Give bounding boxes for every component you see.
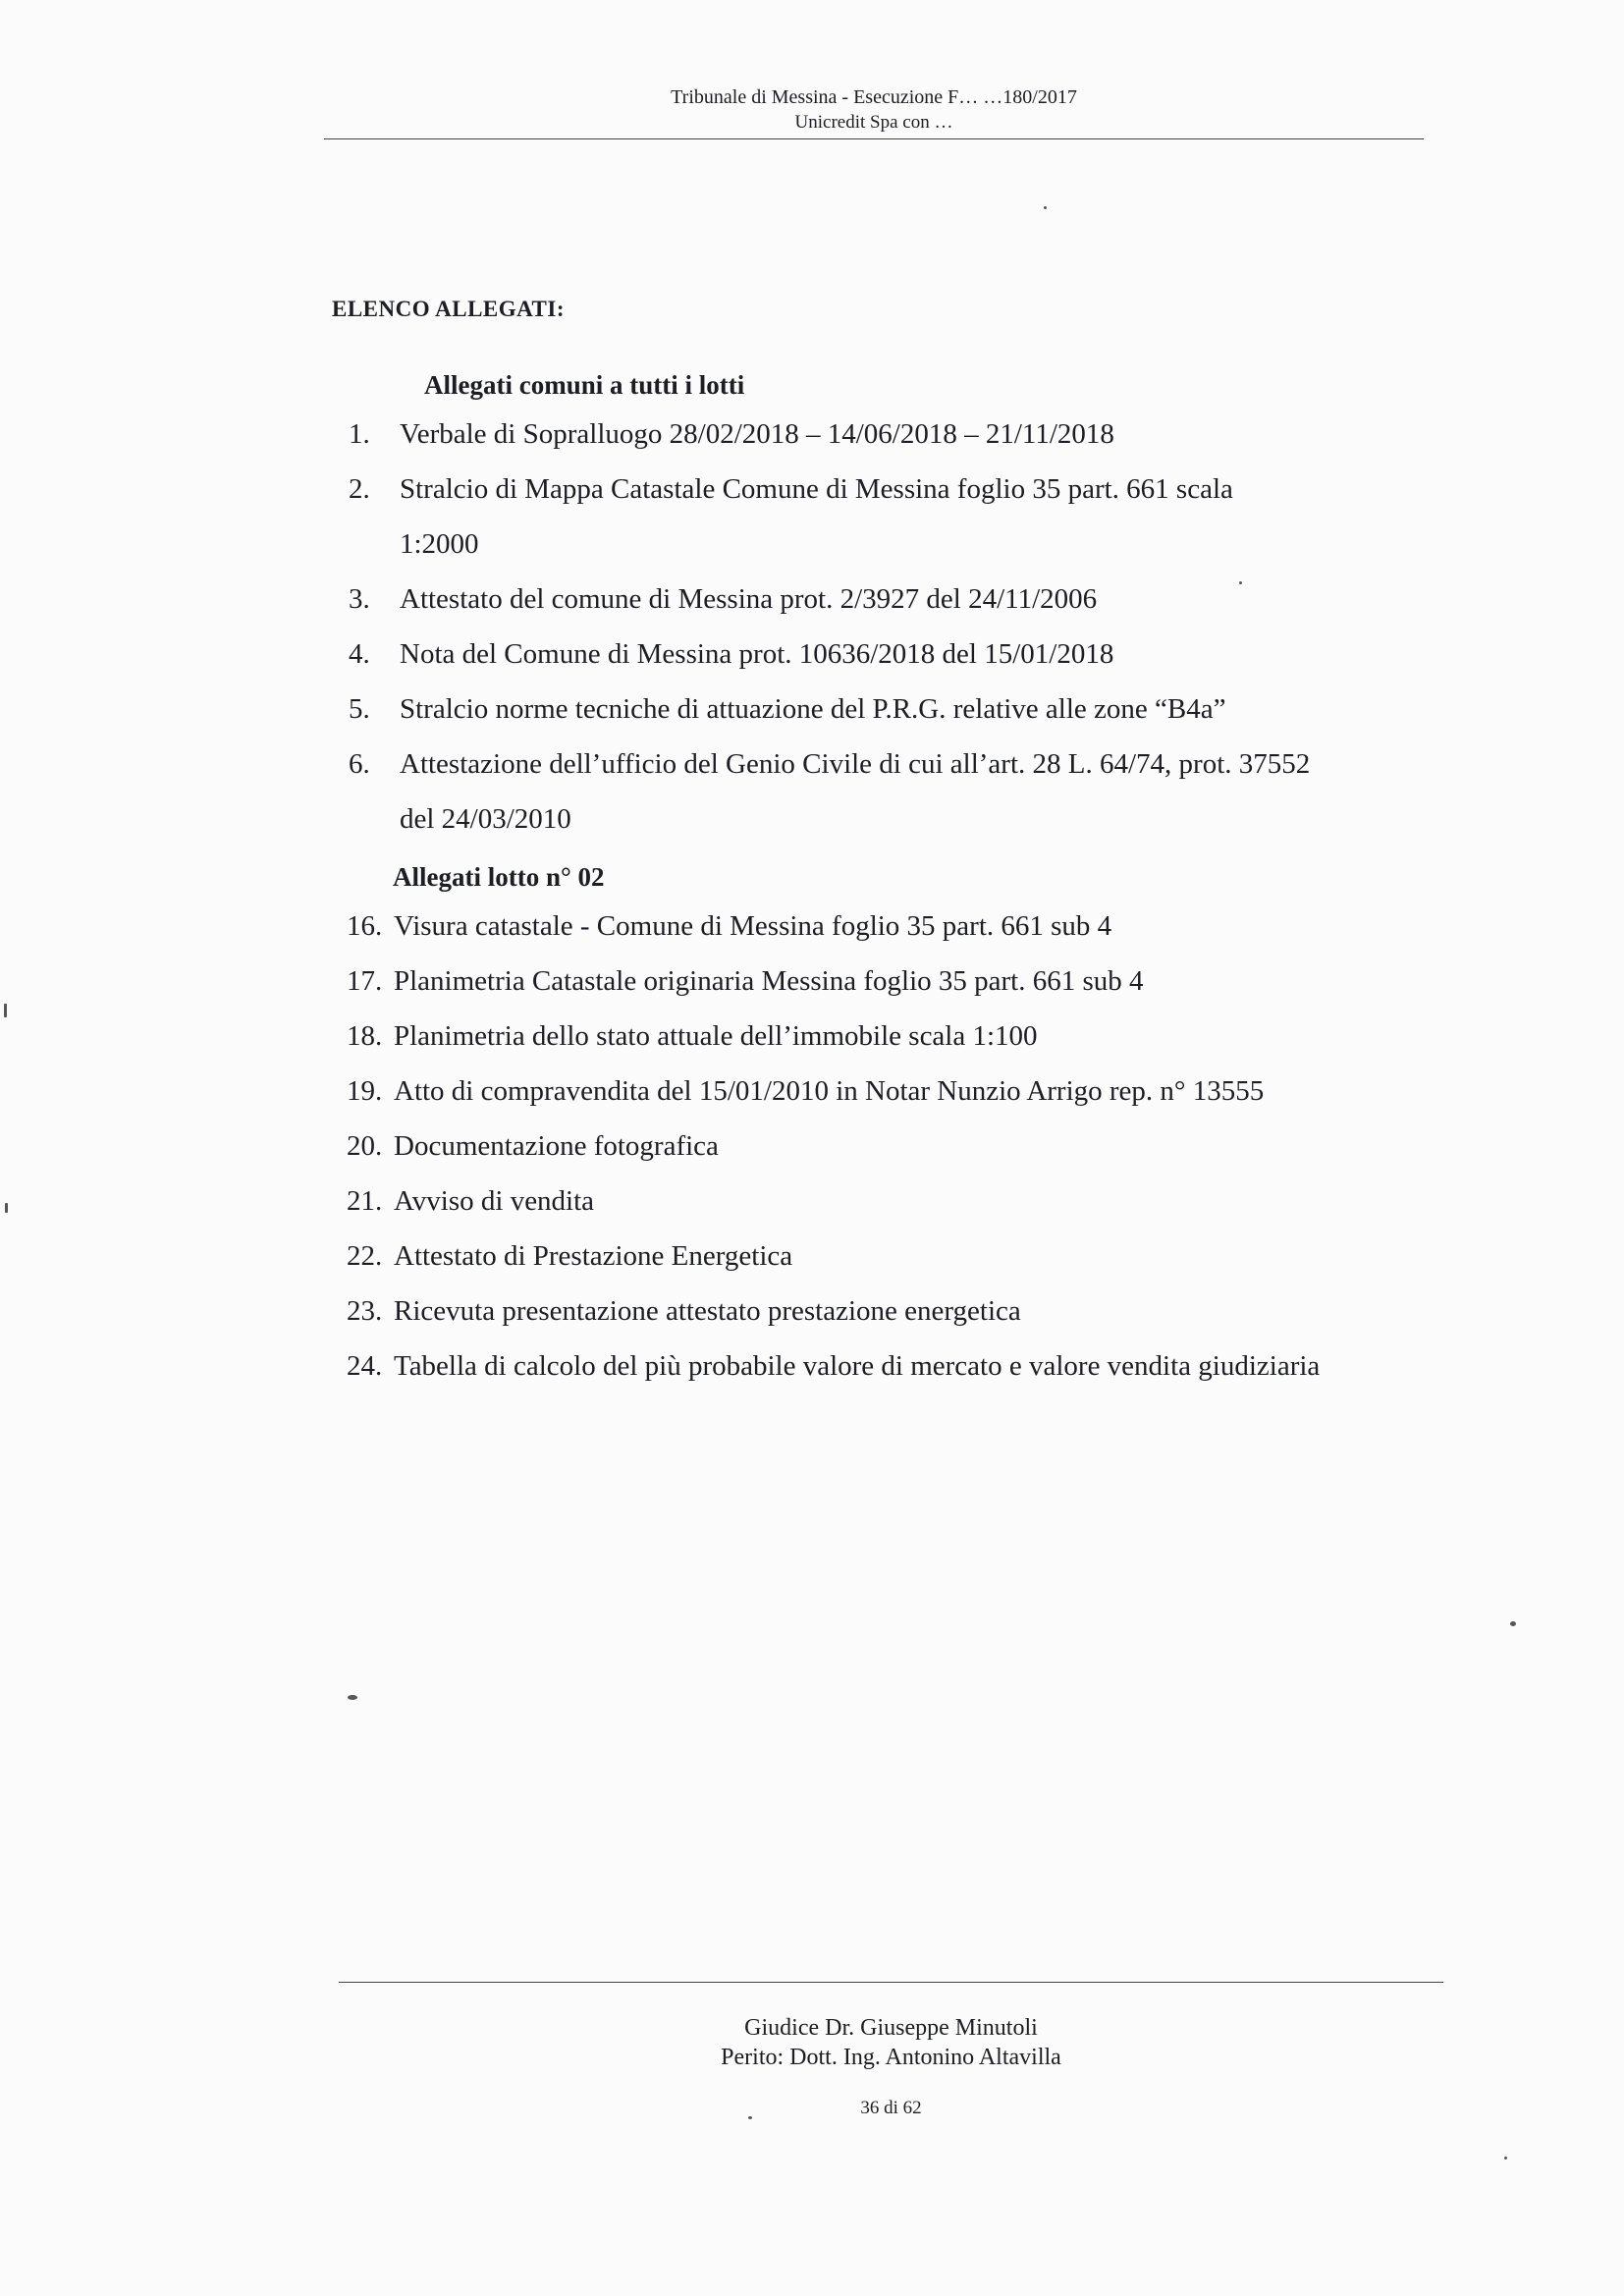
group-title-common: Allegati comuni a tutti i lotti [424, 370, 745, 400]
header-divider [324, 138, 1424, 139]
section-title: ELENCO ALLEGATI: [332, 297, 565, 321]
scan-speck [1510, 1621, 1516, 1626]
item-number: 4. [349, 638, 370, 670]
page-footer [339, 2013, 1443, 2072]
item-text: Planimetria Catastale originaria Messina foglio 35 part. 661 sub 4 [394, 965, 1144, 997]
scan-speck [1044, 206, 1047, 209]
footer-divider [339, 1982, 1443, 1983]
item-number: 23. [347, 1295, 383, 1327]
item-text: Ricevuta presentazione attestato prestazione energetica [394, 1295, 1021, 1327]
item-number: 6. [349, 748, 370, 780]
scan-speck [5, 1203, 8, 1213]
scan-speck [1239, 581, 1242, 584]
item-text: Documentazione fotografica [394, 1130, 719, 1162]
item-text: Attestato di Prestazione Energetica [394, 1240, 793, 1272]
header-court-line: Tribunale di Messina - Esecuzione F… …180/2017 [671, 86, 1077, 108]
item-text: Planimetria dello stato attuale dell’immobile scala 1:100 [394, 1020, 1038, 1052]
item-number: 2. [349, 473, 370, 505]
item-text-continuation: del 24/03/2010 [400, 803, 571, 835]
item-number: 20. [347, 1130, 383, 1162]
item-text: Nota del Comune di Messina prot. 10636/2018 del 15/01/2018 [400, 638, 1114, 670]
item-number: 19. [347, 1075, 383, 1107]
item-text: Verbale di Sopralluogo 28/02/2018 – 14/06/2018 – 21/11/2018 [400, 418, 1114, 450]
item-text: Attestazione dell’ufficio del Genio Civile di cui all’art. 28 L. 64/74, prot. 37552 [400, 748, 1311, 780]
item-number: 18. [347, 1020, 383, 1052]
item-text: Stralcio di Mappa Catastale Comune di Messina foglio 35 part. 661 scala [400, 473, 1233, 505]
item-number: 22. [347, 1240, 383, 1272]
item-number: 16. [347, 910, 383, 942]
item-text: Stralcio norme tecniche di attuazione del P.R.G. relative alle zone “B4a” [400, 693, 1226, 725]
item-number: 24. [347, 1350, 383, 1382]
item-number: 21. [347, 1185, 383, 1217]
scan-speck [348, 1695, 357, 1700]
item-text-continuation: 1:2000 [400, 528, 479, 560]
item-number: 17. [347, 965, 383, 997]
item-text: Attestato del comune di Messina prot. 2/3927 del 24/11/2006 [400, 583, 1098, 615]
scan-speck [4, 1004, 7, 1017]
page-header [324, 84, 1424, 136]
item-text: Visura catastale - Comune di Messina foglio 35 part. 661 sub 4 [394, 910, 1112, 942]
group-title-lot-02: Allegati lotto n° 02 [393, 862, 605, 892]
item-number: 1. [349, 418, 370, 450]
scan-speck [748, 2116, 752, 2119]
scan-speck [1504, 2157, 1507, 2159]
header-parties-line: Unicredit Spa con … [794, 112, 953, 133]
item-text: Atto di compravendita del 15/01/2010 in Notar Nunzio Arrigo rep. n° 13555 [394, 1075, 1265, 1107]
item-number: 3. [349, 583, 370, 615]
item-text: Avviso di vendita [394, 1185, 595, 1217]
item-text: Tabella di calcolo del più probabile valore di mercato e valore vendita giudiziaria [394, 1350, 1321, 1382]
page-number: 36 di 62 [860, 2098, 922, 2118]
item-number: 5. [349, 693, 370, 725]
footer-judge: Giudice Dr. Giuseppe Minutoli [744, 2015, 1038, 2041]
footer-expert: Perito: Dott. Ing. Antonino Altavilla [721, 2045, 1061, 2070]
